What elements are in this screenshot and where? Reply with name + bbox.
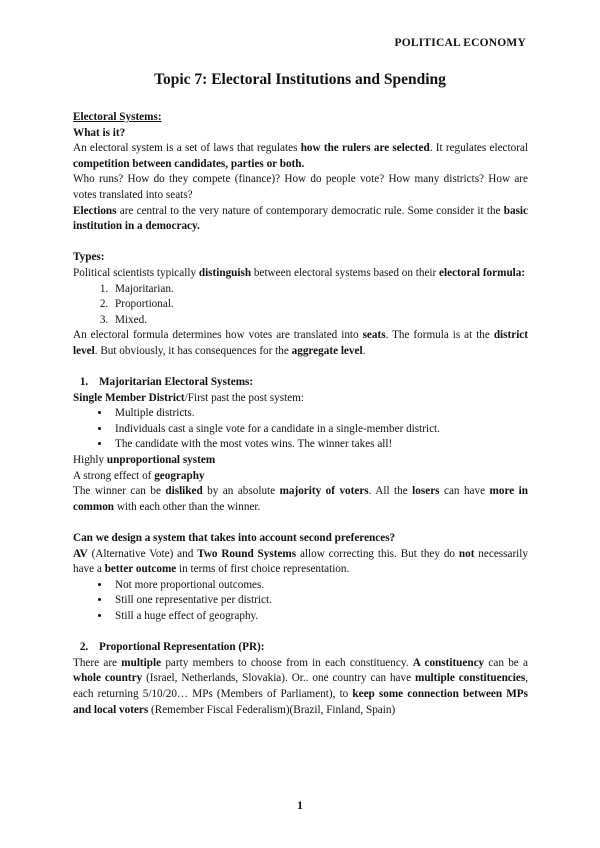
section-heading-majoritarian: 1. Majoritarian Electoral Systems: <box>73 375 528 391</box>
list-item: • Not more proportional outcomes. <box>111 578 528 594</box>
list-item: 1. Majoritarian. <box>111 282 528 298</box>
paragraph-winner: The winner can be disliked by an absolute majority of voters. All the losers can have more in common with each other than the winner. <box>73 485 528 513</box>
section-heading-electoral-systems: Electoral Systems: <box>73 111 162 123</box>
paragraph-smd: Single Member District/First past the post system: <box>73 391 304 404</box>
list-item: 3. Mixed. <box>111 313 528 329</box>
list-item: • Still one representative per district. <box>111 593 528 609</box>
av-bullet-list <box>73 578 528 625</box>
list-item: • Individuals cast a single vote for a candidate in a single-member district. <box>111 422 528 438</box>
paragraph-elections: Elections are central to the very nature of contemporary democratic rule. Some consider it the basic institution in a democracy. <box>73 204 528 233</box>
question-second-preferences: Can we design a system that takes into account second preferences? <box>73 532 396 545</box>
electoral-formula-list <box>73 282 528 329</box>
page-number: 1 <box>297 798 303 813</box>
page-title: Topic 7: Electoral Institutions and Spending <box>154 71 446 88</box>
subheading-what-is-it: What is it? <box>73 126 126 139</box>
smd-bullet-list <box>73 406 528 453</box>
list-item: • Multiple districts. <box>111 406 528 422</box>
list-item: • The candidate with the most votes wins. The winner takes all! <box>111 437 528 453</box>
paragraph-definition: An electoral system is a set of laws that regulates how the rulers are selected. It regulates electoral competition between candidates, parties or both. <box>73 142 529 170</box>
section-heading-pr: 2. Proportional Representation (PR): <box>73 640 528 656</box>
document-body <box>73 110 528 718</box>
list-item: 2. Proportional. <box>111 297 528 313</box>
paragraph-geography: A strong effect of geography <box>73 469 205 482</box>
paragraph-types-intro: Political scientists typically distinguish between electoral systems based on their electoral formula: <box>73 266 526 279</box>
paragraph-pr: There are multiple party members to choose from in each constituency. A constituency can be a whole country (Israel, Netherlands, Slovakia). Or.. one country can have multiple constituencies, each returning 5/10/20… MPs (Members of Parliament), to keep some connection between MPs and local voters (Remember Fiscal Federalism)(Brazil, Finland, Spain) <box>73 656 528 716</box>
paragraph-formula: An electoral formula determines how votes are translated into seats. The formula is at the district level. But obviously, it has consequences for the aggregate level. <box>73 329 528 357</box>
list-item: • Still a huge effect of geography. <box>111 609 528 625</box>
paragraph-questions: Who runs? How do they compete (finance)? How do people vote? How many districts? How are votes translated into seats? <box>73 173 528 201</box>
course-header: POLITICAL ECONOMY <box>394 37 526 49</box>
paragraph-unproportional: Highly unproportional system <box>73 454 216 467</box>
section-heading-types: Types: <box>73 251 105 264</box>
paragraph-av: AV (Alternative Vote) and Two Round Systems allow correcting this. But they do not necessarily have a better outcome in terms of first choice representation. <box>73 547 528 576</box>
